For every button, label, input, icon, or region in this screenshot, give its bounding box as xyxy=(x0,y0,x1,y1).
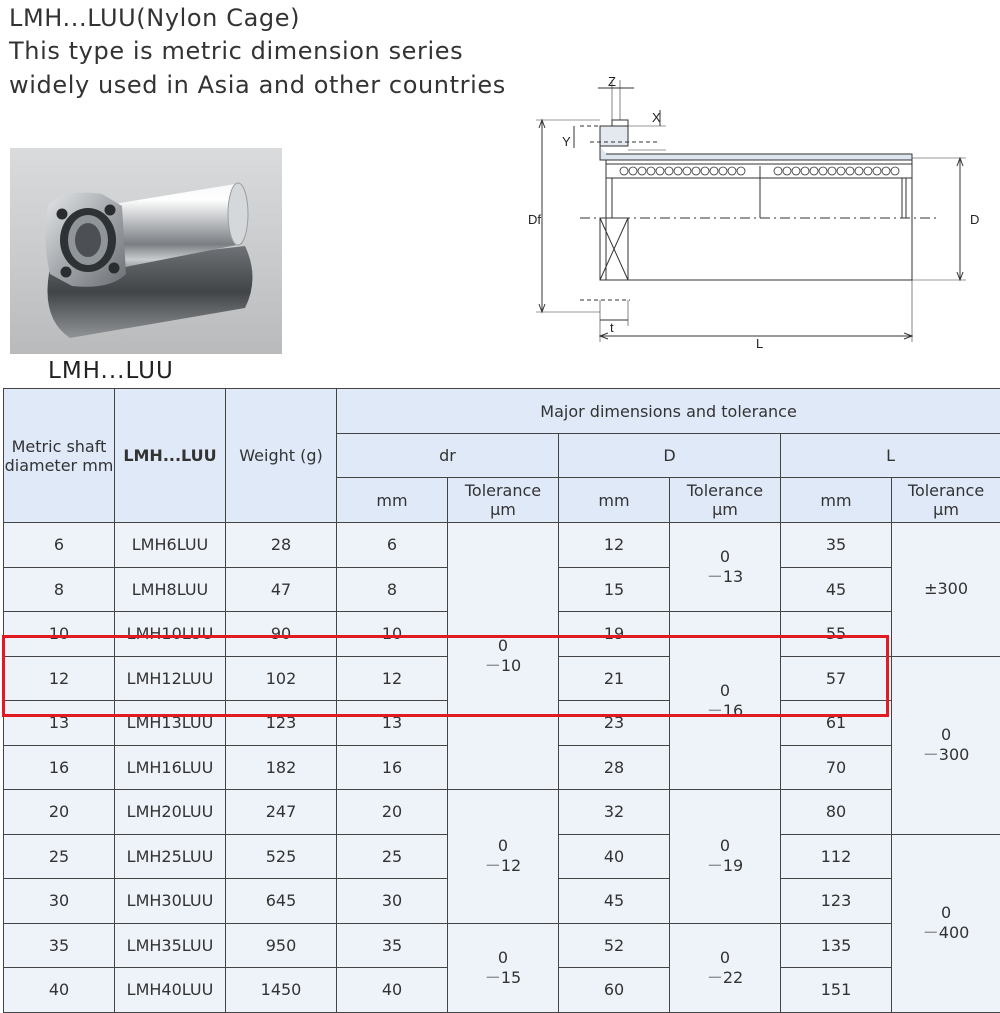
cell-model: LMH10LUU xyxy=(115,612,226,657)
cell-d: 45 xyxy=(559,879,670,924)
cell-weight: 47 xyxy=(226,567,337,612)
retainer-cage-top xyxy=(606,164,912,178)
header-dr: dr xyxy=(337,434,559,478)
cell-dr: 16 xyxy=(337,745,448,790)
cell-model: LMH16LUU xyxy=(115,745,226,790)
cell-weight: 90 xyxy=(226,612,337,657)
header-major-dimensions: Major dimensions and tolerance xyxy=(337,389,1000,434)
technical-drawing xyxy=(520,70,990,370)
dim-label-z: Z xyxy=(608,74,616,89)
cell-d: 15 xyxy=(559,567,670,612)
cell-shaft: 25 xyxy=(4,834,115,879)
cell-d: 52 xyxy=(559,923,670,968)
cell-weight: 950 xyxy=(226,923,337,968)
cell-d: 12 xyxy=(559,523,670,568)
header-l-mm: mm xyxy=(781,478,892,523)
cell-d: 32 xyxy=(559,790,670,835)
header-l-tolerance: Tolerance µm xyxy=(892,478,1000,523)
cell-shaft: 6 xyxy=(4,523,115,568)
photo-caption: LMH...LUU xyxy=(48,356,174,386)
cell-dr-tolerance: 0 －15 xyxy=(448,923,559,1012)
cell-dr-tolerance: 0 －10 xyxy=(448,523,559,790)
cell-shaft: 12 xyxy=(4,656,115,701)
cell-d-tolerance: 0 －22 xyxy=(670,923,781,1012)
cell-l-tolerance: 0 －400 xyxy=(892,834,1000,1012)
cell-model: LMH13LUU xyxy=(115,701,226,746)
cell-dr-tolerance: 0 －12 xyxy=(448,790,559,924)
cell-l: 135 xyxy=(781,923,892,968)
cell-dr: 40 xyxy=(337,968,448,1013)
cell-model: LMH12LUU xyxy=(115,656,226,701)
cell-dr: 35 xyxy=(337,923,448,968)
cell-d: 19 xyxy=(559,612,670,657)
cell-dr: 6 xyxy=(337,523,448,568)
cell-shaft: 30 xyxy=(4,879,115,924)
cell-d: 28 xyxy=(559,745,670,790)
title-line-3: widely used in Asia and other countries xyxy=(9,68,506,102)
flange-section-top xyxy=(600,126,628,146)
cell-shaft: 20 xyxy=(4,790,115,835)
dim-label-x: X xyxy=(652,110,661,125)
cell-weight: 102 xyxy=(226,656,337,701)
cell-l: 45 xyxy=(781,567,892,612)
cell-weight: 28 xyxy=(226,523,337,568)
cell-d-tolerance: 0 －16 xyxy=(670,612,781,790)
cell-shaft: 10 xyxy=(4,612,115,657)
header-d-tolerance: Tolerance µm xyxy=(670,478,781,523)
cell-d: 40 xyxy=(559,834,670,879)
dim-label-t: t xyxy=(610,320,614,335)
cell-l: 57 xyxy=(781,656,892,701)
product-photo xyxy=(10,148,282,354)
cell-l: 55 xyxy=(781,612,892,657)
header-dr-mm: mm xyxy=(337,478,448,523)
header-d-mm: mm xyxy=(559,478,670,523)
title-line-1: LMH...LUU(Nylon Cage) xyxy=(9,1,300,35)
cell-model: LMH25LUU xyxy=(115,834,226,879)
cell-dr: 25 xyxy=(337,834,448,879)
cell-l-tolerance: ±300 xyxy=(892,523,1000,657)
cell-dr: 20 xyxy=(337,790,448,835)
cell-shaft: 16 xyxy=(4,745,115,790)
table-row xyxy=(4,923,1000,968)
cell-model: LMH35LUU xyxy=(115,923,226,968)
cell-l: 70 xyxy=(781,745,892,790)
cell-d-tolerance: 0 －13 xyxy=(670,523,781,612)
cell-l: 123 xyxy=(781,879,892,924)
cell-d-tolerance: 0 －19 xyxy=(670,790,781,924)
cell-d: 23 xyxy=(559,701,670,746)
spec-table xyxy=(3,388,1000,1013)
header-shaft-diameter: Metric shaft diameter mm xyxy=(4,389,115,523)
cage-outline-top xyxy=(600,146,912,160)
table-row xyxy=(4,790,1000,835)
cell-dr: 12 xyxy=(337,656,448,701)
cell-l: 151 xyxy=(781,968,892,1013)
header-model: LMH...LUU xyxy=(115,389,226,523)
dim-label-y: Y xyxy=(562,134,571,149)
cell-l: 112 xyxy=(781,834,892,879)
cell-dr: 30 xyxy=(337,879,448,924)
cell-weight: 247 xyxy=(226,790,337,835)
cell-weight: 182 xyxy=(226,745,337,790)
cell-model: LMH6LUU xyxy=(115,523,226,568)
cell-shaft: 13 xyxy=(4,701,115,746)
header-d: D xyxy=(559,434,781,478)
dim-label-d: D xyxy=(970,212,979,227)
cell-weight: 1450 xyxy=(226,968,337,1013)
cell-weight: 645 xyxy=(226,879,337,924)
table-row xyxy=(4,523,1000,568)
cell-l: 35 xyxy=(781,523,892,568)
header-dr-tolerance: Tolerance µm xyxy=(448,478,559,523)
header-l: L xyxy=(781,434,1000,478)
dim-label-l: L xyxy=(756,336,763,351)
header-weight: Weight (g) xyxy=(226,389,337,523)
cell-model: LMH8LUU xyxy=(115,567,226,612)
cell-model: LMH30LUU xyxy=(115,879,226,924)
cell-model: LMH40LUU xyxy=(115,968,226,1013)
cell-shaft: 8 xyxy=(4,567,115,612)
dim-label-df: Df xyxy=(528,212,541,227)
cell-model: LMH20LUU xyxy=(115,790,226,835)
cell-d: 60 xyxy=(559,968,670,1013)
cell-l-tolerance: 0 －300 xyxy=(892,656,1000,834)
cell-dr: 10 xyxy=(337,612,448,657)
cell-l: 80 xyxy=(781,790,892,835)
cell-weight: 123 xyxy=(226,701,337,746)
cell-shaft: 35 xyxy=(4,923,115,968)
cell-dr: 8 xyxy=(337,567,448,612)
cell-shaft: 40 xyxy=(4,968,115,1013)
cell-weight: 525 xyxy=(226,834,337,879)
cell-l: 61 xyxy=(781,701,892,746)
cell-dr: 13 xyxy=(337,701,448,746)
title-line-2: This type is metric dimension series xyxy=(9,34,463,68)
cell-d: 21 xyxy=(559,656,670,701)
